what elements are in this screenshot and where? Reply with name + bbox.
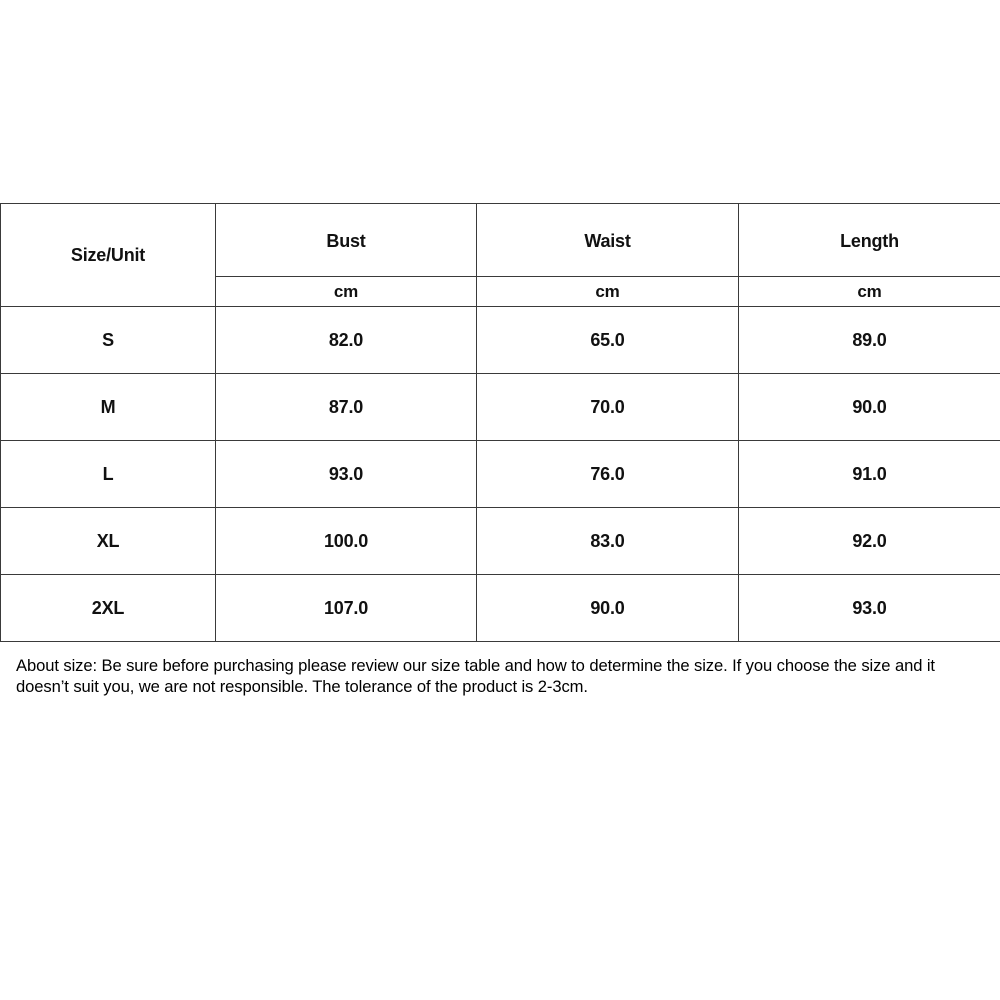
size-chart-table: [0, 203, 1000, 642]
bust-value: 82.0: [216, 307, 477, 374]
bust-value: 93.0: [216, 441, 477, 508]
size-label: L: [1, 441, 216, 508]
size-note: About size: Be sure before purchasing please review our size table and how to determine the size. If you choose the size and it doesn’t suit you, we are not responsible. The tolerance of the product is 2-3cm.: [16, 656, 935, 696]
waist-value: 83.0: [477, 508, 739, 575]
bust-value: 107.0: [216, 575, 477, 642]
header-row: [1, 204, 1000, 277]
length-value: 93.0: [739, 575, 1000, 642]
length-value: 90.0: [739, 374, 1000, 441]
size-label: S: [1, 307, 216, 374]
length-value: 91.0: [739, 441, 1000, 508]
table-row: [1, 307, 1000, 374]
length-value: 89.0: [739, 307, 1000, 374]
table-row: [1, 441, 1000, 508]
waist-value: 70.0: [477, 374, 739, 441]
bust-value: 100.0: [216, 508, 477, 575]
bust-value: 87.0: [216, 374, 477, 441]
bust-unit: cm: [216, 277, 477, 307]
waist-value: 76.0: [477, 441, 739, 508]
size-label: M: [1, 374, 216, 441]
length-value: 92.0: [739, 508, 1000, 575]
length-header: Length: [739, 204, 1000, 277]
size-label: 2XL: [1, 575, 216, 642]
table-row: [1, 374, 1000, 441]
bust-header: Bust: [216, 204, 477, 277]
table-row: [1, 508, 1000, 575]
waist-unit: cm: [477, 277, 739, 307]
waist-header: Waist: [477, 204, 739, 277]
waist-value: 90.0: [477, 575, 739, 642]
waist-value: 65.0: [477, 307, 739, 374]
size-label: XL: [1, 508, 216, 575]
table-row: [1, 575, 1000, 642]
length-unit: cm: [739, 277, 1000, 307]
size-unit-header: Size/Unit: [1, 204, 216, 307]
